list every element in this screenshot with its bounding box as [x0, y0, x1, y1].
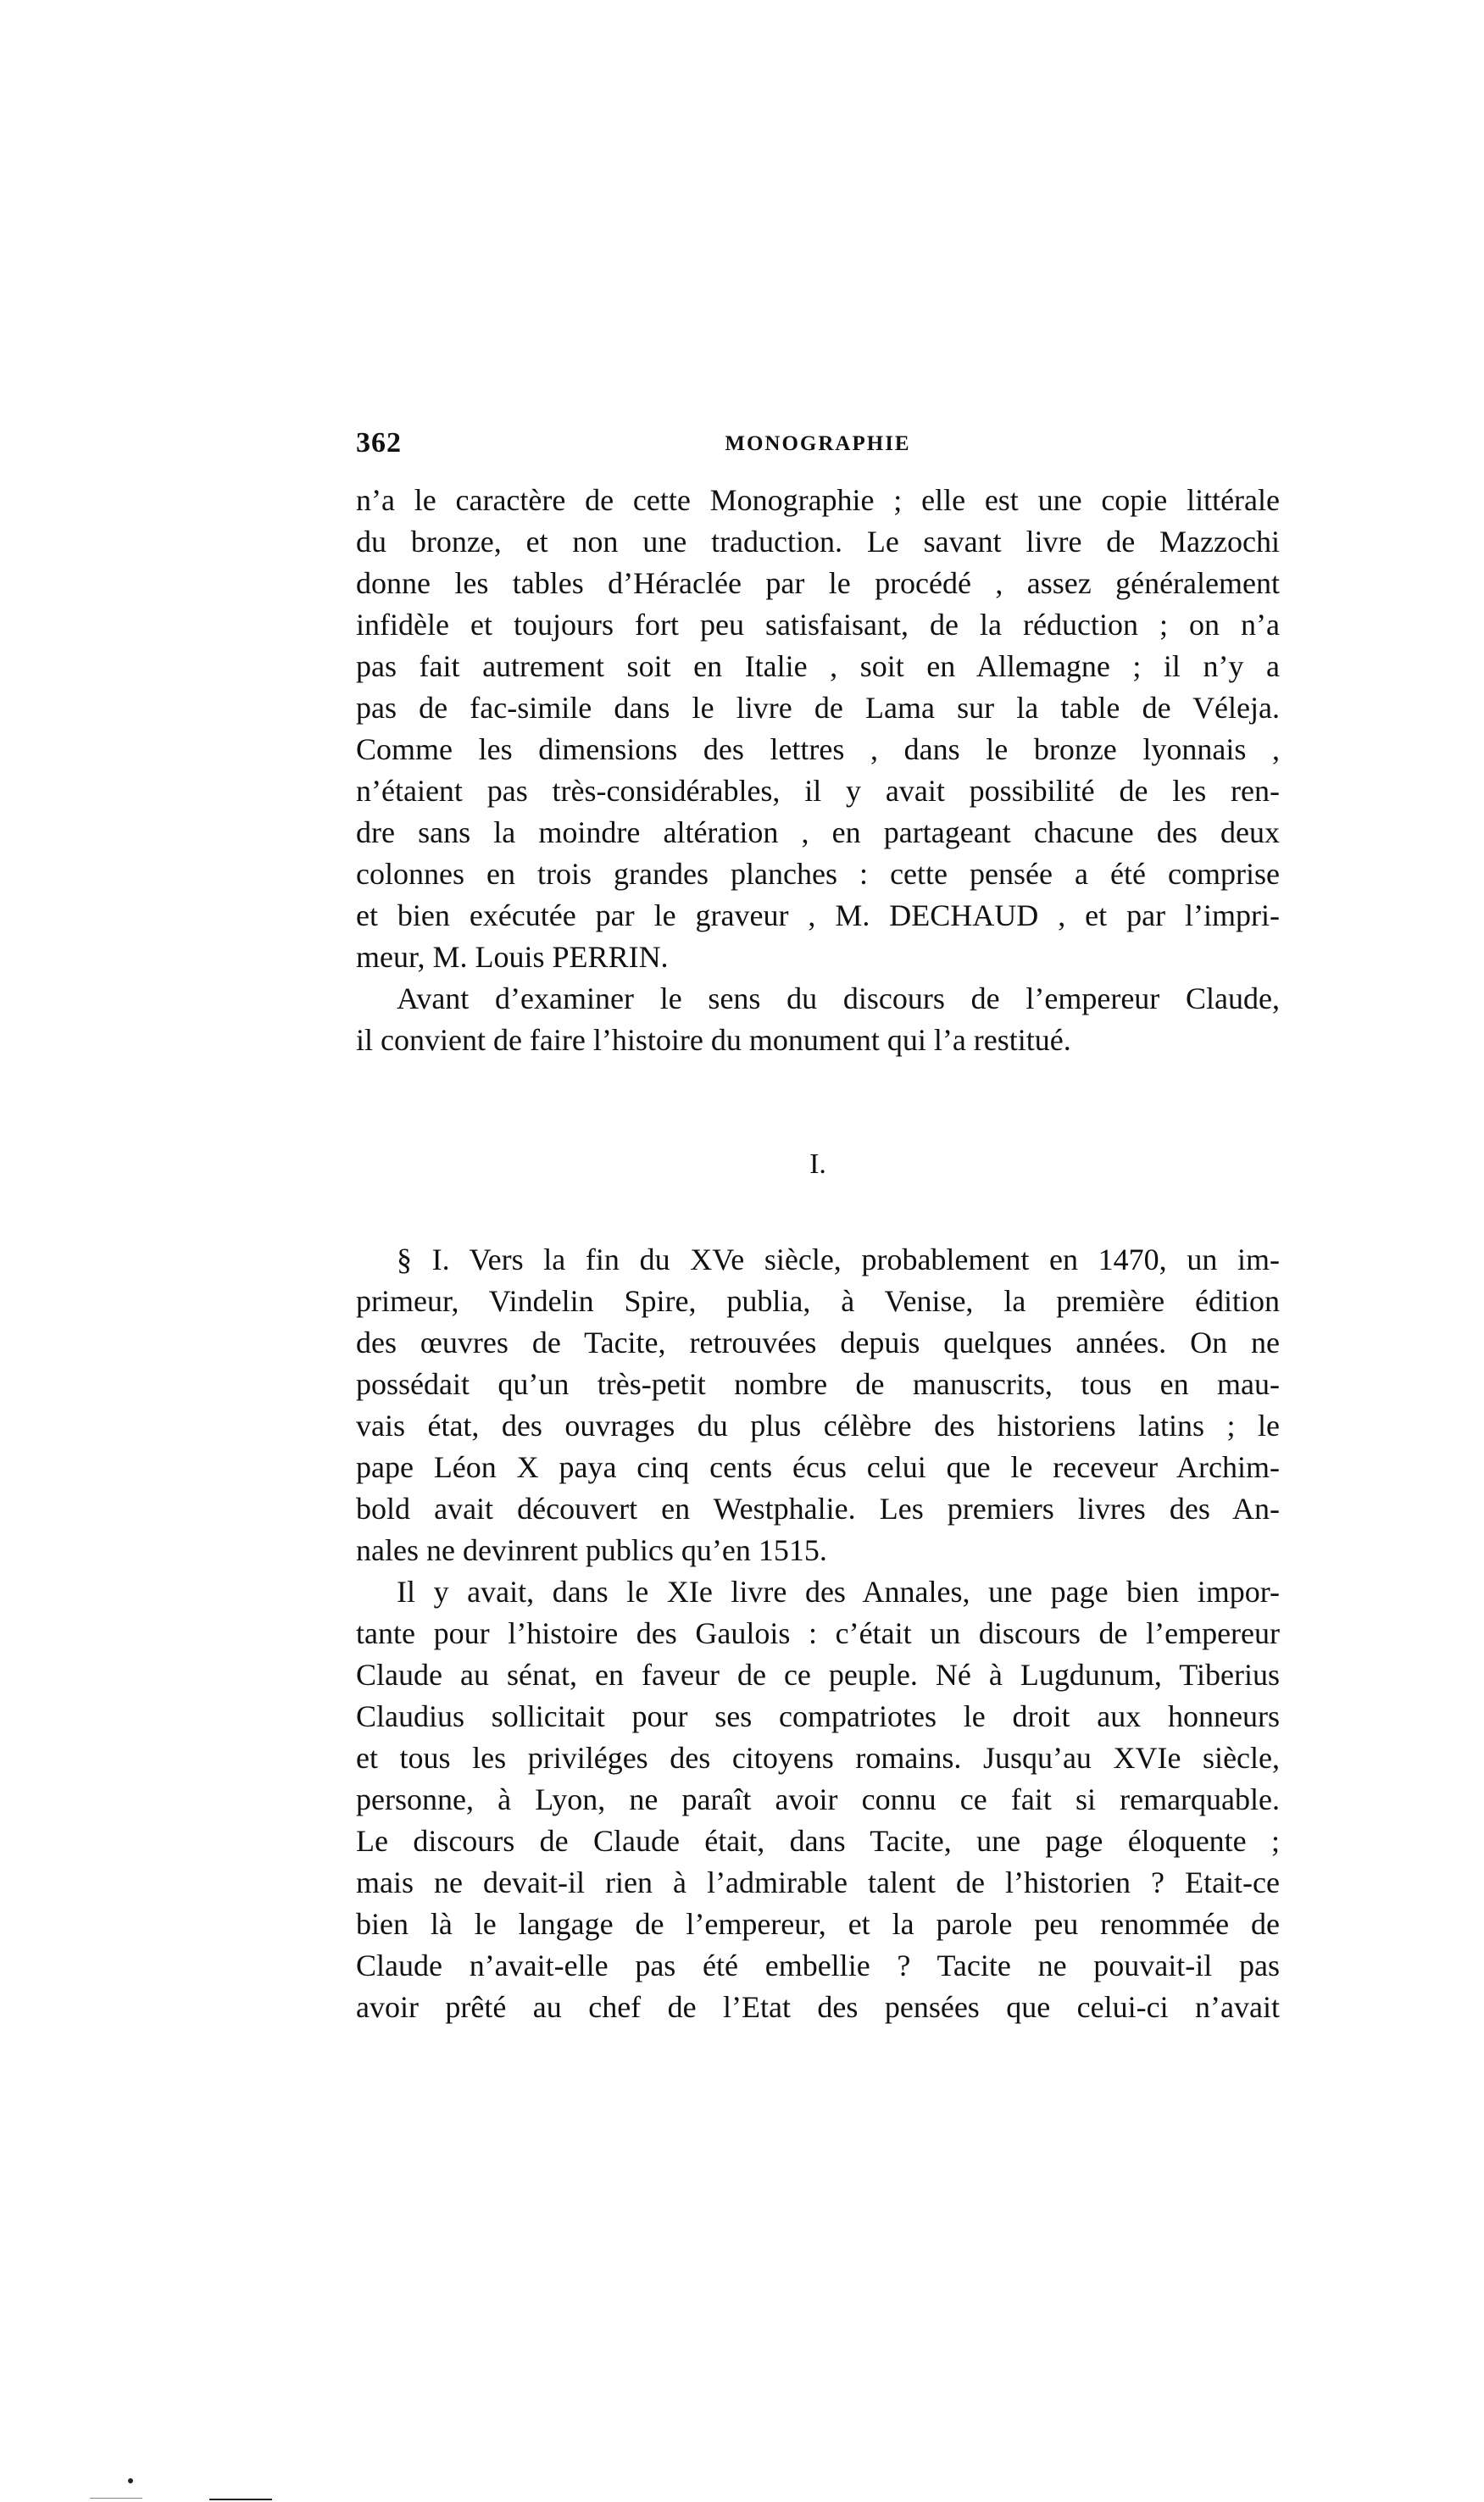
text-line: [356, 1020, 1280, 1061]
line-text: nales ne devinrent publics qu’en 1515.: [356, 1533, 827, 1567]
line-text: mais ne devait-il rien à l’admirable talent de l’historien ? Etait-ce: [356, 1865, 1280, 1899]
line-text: Il y avait, dans le XIe livre des Annales, une page bien impor-: [397, 1575, 1280, 1609]
line-text: Claudius sollicitait pour ses compatriotes le droit aux honneurs: [356, 1699, 1280, 1733]
scan-speck: [128, 2478, 133, 2483]
text-line: [356, 1364, 1280, 1405]
line-text: meur, M. Louis PERRIN.: [356, 940, 669, 974]
line-text: bold avait découvert en Westphalie. Les premiers livres des An-: [356, 1492, 1280, 1526]
line-text: Le discours de Claude était, dans Tacite, une page éloquente ;: [356, 1824, 1280, 1858]
line-text: pape Léon X paya cinq cents écus celui que le receveur Archim-: [356, 1450, 1280, 1484]
line-text: pas fait autrement soit en Italie , soit en Allemagne ; il n’y a: [356, 649, 1280, 683]
text-line: [356, 770, 1280, 812]
running-head: MONOGRAPHIE: [725, 432, 911, 455]
line-text: il convient de faire l’histoire du monument qui l’a restitué.: [356, 1023, 1071, 1057]
text-line: [356, 1779, 1280, 1821]
text-line: [356, 1738, 1280, 1779]
line-text: Comme les dimensions des lettres , dans le bronze lyonnais ,: [356, 732, 1280, 766]
text-line: [356, 480, 1280, 521]
text-line: [356, 563, 1280, 604]
text-line: [356, 1821, 1280, 1862]
text-line: [356, 1447, 1280, 1488]
line-text: § I. Vers la fin du XVe siècle, probablement en 1470, un im-: [397, 1243, 1280, 1276]
text-line: [356, 646, 1280, 687]
text-line: [356, 895, 1280, 937]
paragraph: [356, 978, 1280, 1061]
paragraph: [356, 1571, 1280, 2028]
line-text: bien là le langage de l’empereur, et la parole peu renommée de: [356, 1907, 1280, 1941]
line-text: vais état, des ouvrages du plus célèbre des historiens latins ; le: [356, 1409, 1280, 1443]
text-line: [356, 853, 1280, 895]
line-text: dre sans la moindre altération , en partageant chacune des deux: [356, 815, 1280, 849]
line-text: avoir prêté au chef de l’Etat des pensées que celui-ci n’avait: [356, 1990, 1280, 2024]
line-text: du bronze, et non une traduction. Le savant livre de Mazzochi: [356, 525, 1280, 559]
text-line: [356, 1488, 1280, 1530]
text-line: [356, 729, 1280, 770]
text-line: [356, 1239, 1280, 1281]
line-text: n’étaient pas très-considérables, il y avait possibilité de les ren-: [356, 774, 1280, 808]
line-text: possédait qu’un très-petit nombre de manuscrits, tous en mau-: [356, 1367, 1280, 1401]
line-text: Claude n’avait-elle pas été embellie ? Tacite ne pouvait-il pas: [356, 1949, 1280, 1982]
scan-rule: [90, 2498, 142, 2499]
text-line: [356, 1322, 1280, 1364]
line-text: primeur, Vindelin Spire, publia, à Venise, la première édition: [356, 1284, 1280, 1318]
scan-rule: [209, 2499, 272, 2500]
line-text: personne, à Lyon, ne paraît avoir connu ce fait si remarquable.: [356, 1782, 1280, 1816]
paragraph: [356, 480, 1280, 978]
text-line: [356, 1530, 1280, 1571]
line-text: Claude au sénat, en faveur de ce peuple. Né à Lugdunum, Tiberius: [356, 1658, 1280, 1692]
line-text: donne les tables d’Héraclée par le procédé , assez généralement: [356, 566, 1280, 600]
text-line: [356, 1987, 1280, 2028]
line-text: pas de fac-simile dans le livre de Lama sur la table de Véleja.: [356, 691, 1280, 725]
text-line: [356, 1945, 1280, 1987]
text-line: [356, 687, 1280, 729]
line-text: n’a le caractère de cette Monographie ; elle est une copie littérale: [356, 483, 1280, 517]
line-text: Avant d’examiner le sens du discours de l’empereur Claude,: [397, 981, 1280, 1015]
line-text: et bien exécutée par le graveur , M. DECHAUD , et par l’impri-: [356, 898, 1280, 932]
paragraph: [356, 1239, 1280, 1571]
text-line: [356, 937, 1280, 978]
text-line: [356, 521, 1280, 563]
line-text: des œuvres de Tacite, retrouvées depuis quelques années. On ne: [356, 1326, 1280, 1359]
line-text: tante pour l’histoire des Gaulois : c’était un discours de l’empereur: [356, 1616, 1280, 1650]
line-text: infidèle et toujours fort peu satisfaisant, de la réduction ; on n’a: [356, 608, 1280, 642]
text-line: [356, 978, 1280, 1020]
text-line: [356, 1904, 1280, 1945]
text-line: [356, 1613, 1280, 1654]
text-line: [356, 1862, 1280, 1904]
line-text: colonnes en trois grandes planches : cette pensée a été comprise: [356, 857, 1280, 891]
text-line: [356, 812, 1280, 853]
intro-text: [356, 480, 1280, 1061]
line-text: et tous les priviléges des citoyens romains. Jusqu’au XVIe siècle,: [356, 1741, 1280, 1775]
page-header: [356, 427, 1280, 464]
text-line: [356, 1405, 1280, 1447]
section-heading: I.: [809, 1148, 826, 1180]
text-line: [356, 1696, 1280, 1738]
text-line: [356, 604, 1280, 646]
section-text: [356, 1239, 1280, 2028]
page-number: 362: [356, 427, 402, 459]
text-line: [356, 1654, 1280, 1696]
text-line: [356, 1571, 1280, 1613]
text-line: [356, 1281, 1280, 1322]
